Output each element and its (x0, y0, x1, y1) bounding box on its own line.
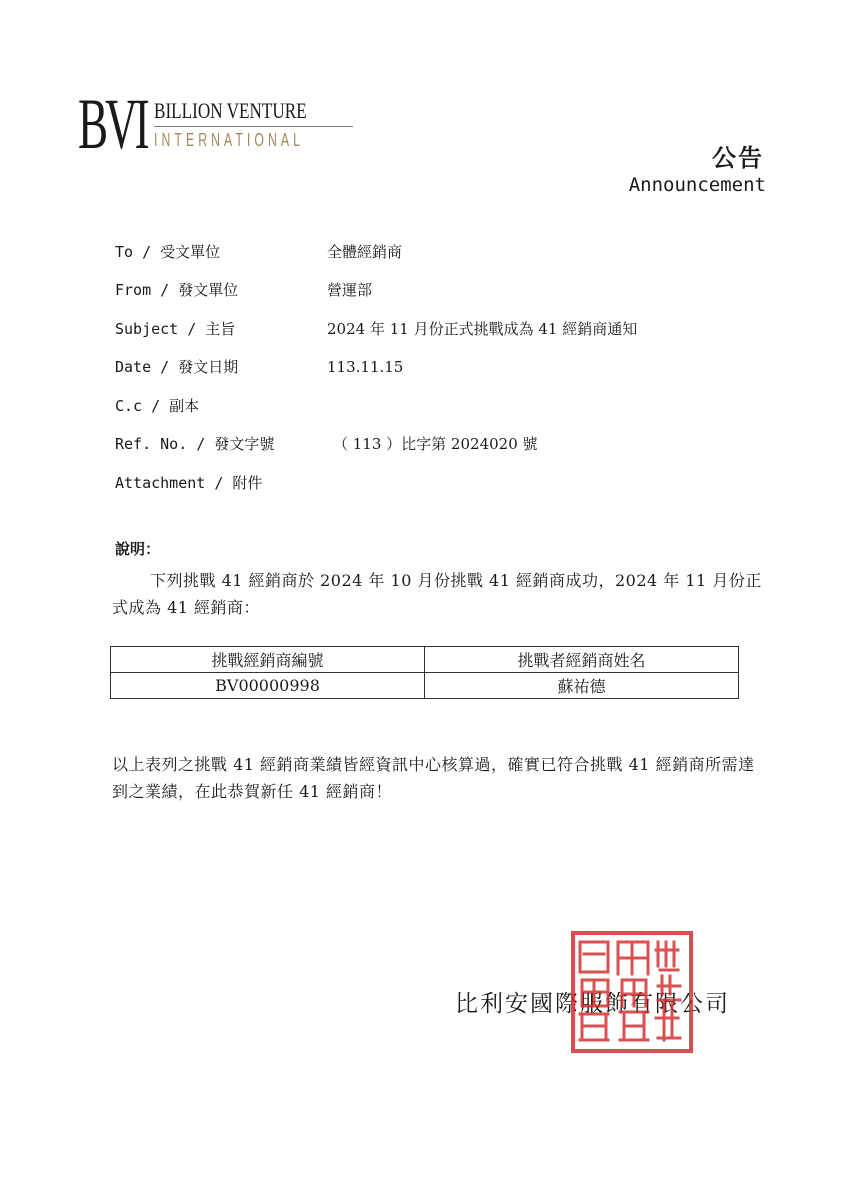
title-english: Announcement (628, 174, 766, 196)
dealer-table (110, 646, 739, 699)
company-seal-stamp (570, 930, 694, 1054)
meta-label: C.c / 副本 (115, 396, 200, 415)
meta-row-from (115, 271, 735, 310)
logo-line1: BILLION VENTURE (154, 98, 353, 127)
meta-row-ref (115, 425, 735, 464)
meta-row-subject (115, 309, 735, 348)
meta-value: 2024 年 11 月份正式挑戰成為 41 經銷商通知 (327, 319, 638, 338)
table-row (111, 673, 739, 699)
meta-row-attachment (115, 463, 735, 502)
meta-value: （ 113 ）比字第 2024020 號 (333, 435, 538, 454)
logo-wordmark (154, 98, 409, 151)
meta-label: Date / 發文日期 (115, 358, 239, 377)
meta-label: Ref. No. / 發文字號 (115, 435, 275, 454)
meta-row-cc (115, 386, 735, 425)
meta-label: To / 受文單位 (115, 242, 221, 261)
column-header: 挑戰者經銷商姓名 (425, 647, 739, 673)
closing-paragraph: 以上表列之挑戰 41 經銷商業績皆經資訊中心核算過，確實已符合挑戰 41 經銷商所需達到之業績，在此恭賀新任 41 經銷商！ (112, 755, 755, 801)
meta-label: Attachment / 附件 (115, 473, 263, 492)
meta-label: Subject / 主旨 (115, 319, 236, 338)
description-paragraph: 下列挑戰 41 經銷商於 2024 年 10 月份挑戰 41 經銷商成功，2024 年 11 月份正式成為 41 經銷商： (112, 571, 762, 617)
meta-row-date (115, 348, 735, 387)
company-logo (78, 82, 409, 164)
meta-value: 113.11.15 (327, 357, 404, 376)
dealer-id-cell: BV00000998 (111, 673, 425, 699)
table-header-row (111, 647, 739, 673)
company-name: 比利安國際服飾有限公司 (455, 991, 730, 1017)
meta-row-to (115, 232, 735, 271)
title-chinese: 公告 (712, 144, 764, 172)
logo-mark: BVI (78, 82, 147, 164)
logo-line2: INTERNATIONAL (153, 129, 304, 150)
meta-value: 營運部 (327, 281, 373, 300)
meta-label: From / 發文單位 (115, 281, 239, 300)
column-header: 挑戰經銷商編號 (111, 647, 425, 673)
meta-value: 全體經銷商 (327, 242, 403, 261)
description-heading: 說明： (115, 540, 161, 558)
dealer-name-cell: 蘇祐德 (425, 673, 739, 699)
document-meta (115, 232, 735, 502)
